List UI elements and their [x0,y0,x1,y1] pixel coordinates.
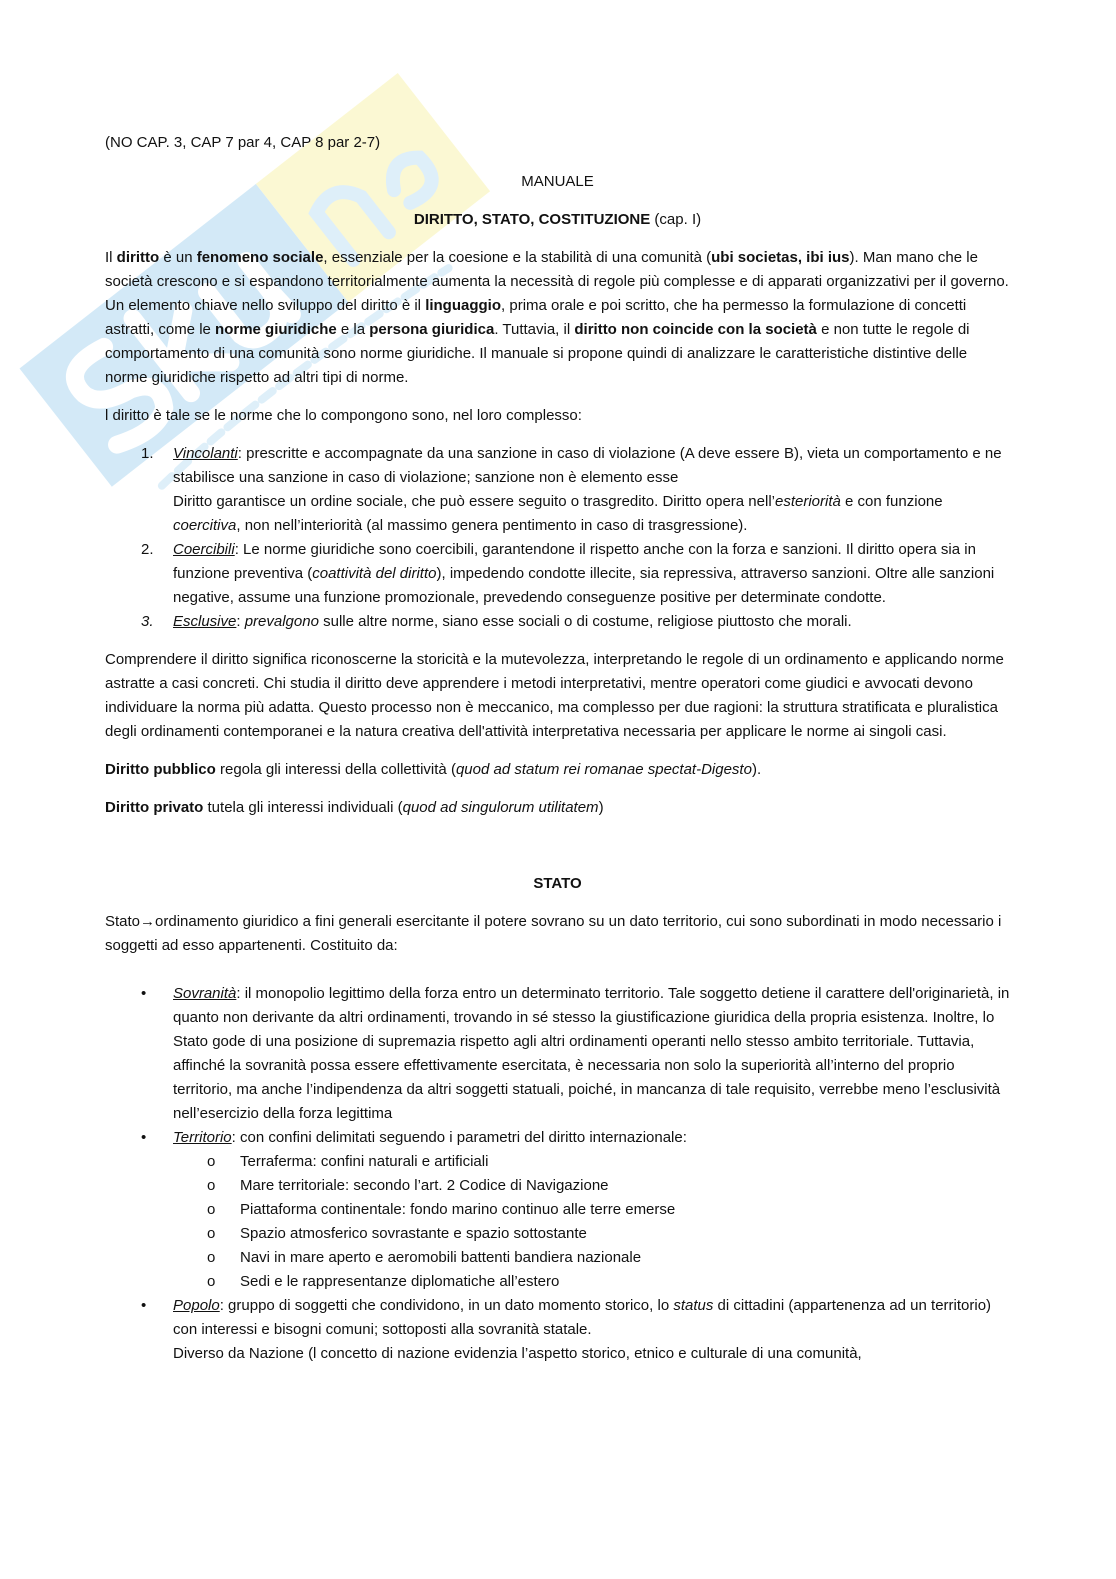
text-run: Vincolanti [173,445,238,462]
text-run: e non tutte le regole di comportamento di una comunità sono norme giuridiche. Il manuale si propone quindi di analizzare le caratteristiche distintive delle norme giuridiche rispetto ad altri tipi di norme. [105,321,970,386]
text-run: norme giuridiche [215,321,337,338]
text-run: , prima orale e poi scritto, che ha permesso la formulazione di concetti astratti, come le [105,297,967,338]
circle-bullet-icon: o [207,1225,216,1242]
text-run: : il monopolio legittimo della forza entro un determinato territorio. Tale soggetto detiene il carattere dell'originarietà, in quanto non derivante da altri ordinamenti, trovando in sé stesso la giustificazione giuridica della propria esistenza. Inoltre, lo Stato gode di una posizione di supremazia rispetto agli altri ordinamenti operanti nello stesso ambito territoriale. Tuttavia, affinché la sovranità possa essere effettivamente esercitata, è necessaria non solo la superiorità all’interno del proprio territorio, ma anche l’indipendenza da altri soggetti statuali, poiché, in mancanza di tale requisito, verrebbe meno l’esclusività nell’esercizio della forza legittima [173,985,1010,1122]
characteristics-list [105,442,1010,634]
text-run: ). [751,761,762,778]
list-item-text [173,538,1010,610]
characteristic-item [105,538,1010,610]
sublist-text: Navi in mare aperto e aeromobili battenti bandiera nazionale [240,1249,642,1266]
chapter-exclusion-note [105,131,1010,155]
text-run: Diverso da Nazione (l concetto di nazione evidenzia l’aspetto storico, etnico e culturale di una comunità, [173,1345,862,1362]
list-item-text [173,1126,1010,1150]
text-run: : prescritte e accompagnate da una sanzione in caso di violazione (A deve essere B), vieta un comportamento e ne stabilisce una sanzione in caso di violazione; sanzione non è elemento esse [173,445,1002,486]
sublist-text: Piattaforma continentale: fondo marino continuo alle terre emerse [240,1201,676,1218]
sublist-text: Mare territoriale: secondo l’art. 2 Codice di Navigazione [240,1177,609,1194]
sublist-item [173,1222,1010,1246]
text-run: Esclusive [173,613,237,630]
list-marker: 3. [141,613,154,630]
characteristic-item [105,442,1010,538]
text-run: ubi societas, ibi ius [711,249,850,266]
text-run: Coercibili [173,541,235,558]
text-run: status [673,1297,714,1314]
stato-heading [105,872,1010,896]
text-run: : gruppo di soggetti che condividono, in un dato momento storico, lo [219,1297,674,1314]
private-law-paragraph [105,796,1010,820]
text-run: quod ad singulorum utilitatem [402,799,599,816]
text-run: esteriorità [775,493,841,510]
text-run: diritto non coincide con la società [574,321,817,338]
text-run: e con funzione [840,493,943,510]
text-run: regola gli interessi della collettività ( [215,761,456,778]
sublist-text: Spazio atmosferico sovrastante e spazio sottostante [240,1225,587,1242]
text-run: MANUALE [521,173,594,190]
list-item-text [173,610,1010,634]
text-run: . Tuttavia, il [494,321,575,338]
interpretation-paragraph [105,648,1010,744]
characteristic-item [105,610,1010,634]
sublist-item [173,1198,1010,1222]
list-item-text [173,442,1010,538]
circle-bullet-icon: o [207,1201,216,1218]
text-run: Diritto privato [105,799,204,816]
text-run: Diritto garantisce un ordine sociale, che può essere seguito o trasgredito. Diritto opera nell’ [173,493,775,510]
list-item-text [173,1294,1010,1366]
text-run: Comprendere il diritto significa riconoscerne la storicità e la mutevolezza, interpretando le regole di un ordinamento e applicando norme astratte a casi concreti. Chi studia il diritto deve apprendere i metodi interpretativi, mentre operatori come giudici e avvocati devono individuare la norma più adatta. Questo processo non è meccanico, ma complesso per due ragioni: la struttura stratificata e pluralistica degli ordinamenti contemporanei e la natura creativa dell'attività interpretativa necessaria per applicare le norme ai singoli casi. [105,651,1004,740]
text-run: Stato→ordinamento giuridico a fini generali esercitante il potere sovrano su un dato territorio, cui sono subordinati in modo necessario i soggetti ad esso appartenenti. Costituito da: [105,913,1002,954]
text-run: Popolo [173,1297,220,1314]
list-marker: 2. [141,541,154,558]
text-run: tutela gli interessi individuali ( [203,799,403,816]
sublist-item [173,1150,1010,1174]
stato-definition [105,910,1010,958]
text-run: di cittadini (appartenenza ad un territorio) con interessi e bisogni comuni; sottoposti alla sovranità statale. [173,1297,992,1338]
manuale-label [105,170,1010,194]
circle-bullet-icon: o [207,1177,216,1194]
text-run: è un [159,249,197,266]
text-run: Il [105,249,117,266]
state-element-item [105,1294,1010,1366]
list-marker: • [141,1129,147,1146]
circle-bullet-icon: o [207,1153,216,1170]
text-run: prevalgono [244,613,319,630]
text-run: fenomeno sociale [196,249,324,266]
characteristics-lead [105,404,1010,428]
text-run: Sovranità [173,985,237,1002]
text-run: , essenziale per la coesione e la stabilità di una comunità ( [323,249,712,266]
text-run: diritto [116,249,160,266]
section-title [105,208,1010,232]
text-run: Un elemento chiave nello sviluppo del diritto è il [105,297,426,314]
text-run: quod ad statum rei romanae spectat-Digesto [455,761,752,778]
text-run: e la [336,321,370,338]
intro-paragraph [105,246,1010,390]
text-run: coercitiva [173,517,237,534]
circle-bullet-icon: o [207,1273,216,1290]
text-run: (cap. I) [650,211,702,228]
sublist-item [173,1270,1010,1294]
text-run: Diritto pubblico [105,761,216,778]
sublist-item [173,1246,1010,1270]
public-law-paragraph [105,758,1010,782]
text-run: ). Man mano che le società crescono e si espandono territorialmente aumenta la necessità di regole più complesse e di apparati organizzativi per il governo. [105,249,1009,290]
list-marker: • [141,1297,147,1314]
state-element-item [105,982,1010,1126]
state-elements-list [105,982,1010,1366]
text-run: coattività del diritto [312,565,437,582]
text-run: , non nell’interiorità (al massimo genera pentimento in caso di trasgressione). [236,517,748,534]
text-run: : con confini delimitati seguendo i parametri del diritto internazionale: [231,1129,687,1146]
text-run: STATO [533,875,582,892]
list-item-text [173,982,1010,1126]
text-run: linguaggio [425,297,502,314]
sublist-text: Sedi e le rappresentanze diplomatiche all’estero [240,1273,560,1290]
sublist-text: Terraferma: confini naturali e artificiali [240,1153,489,1170]
list-marker: • [141,985,147,1002]
text-run: ) [598,799,604,816]
territory-sublist [173,1150,1010,1294]
text-run: sulle altre norme, siano esse sociali o di costume, religiose piuttosto che morali. [318,613,852,630]
circle-bullet-icon: o [207,1249,216,1266]
text-run: : [236,613,245,630]
sublist-item [173,1174,1010,1198]
text-run: l diritto è tale se le norme che lo compongono sono, nel loro complesso: [105,407,582,424]
state-element-item [105,1126,1010,1294]
text-run: persona giuridica [369,321,495,338]
document-page [105,131,1010,1380]
text-run: (NO CAP. 3, CAP 7 par 4, CAP 8 par 2-7) [105,134,381,151]
text-run: Territorio [173,1129,232,1146]
list-marker: 1. [141,445,154,462]
text-run: : Le norme giuridiche sono coercibili, garantendone il rispetto anche con la forza e sanzioni. Il diritto opera sia in funzione preventiva ( [173,541,976,582]
text-run: DIRITTO, STATO, COSTITUZIONE [413,211,651,228]
text-run: ), impedendo condotte illecite, sia repressiva, attraverso sanzioni. Oltre alle sanzioni negative, assume una funzione promozionale, prevedendo conseguenze positive per determinate condotte. [173,565,995,606]
